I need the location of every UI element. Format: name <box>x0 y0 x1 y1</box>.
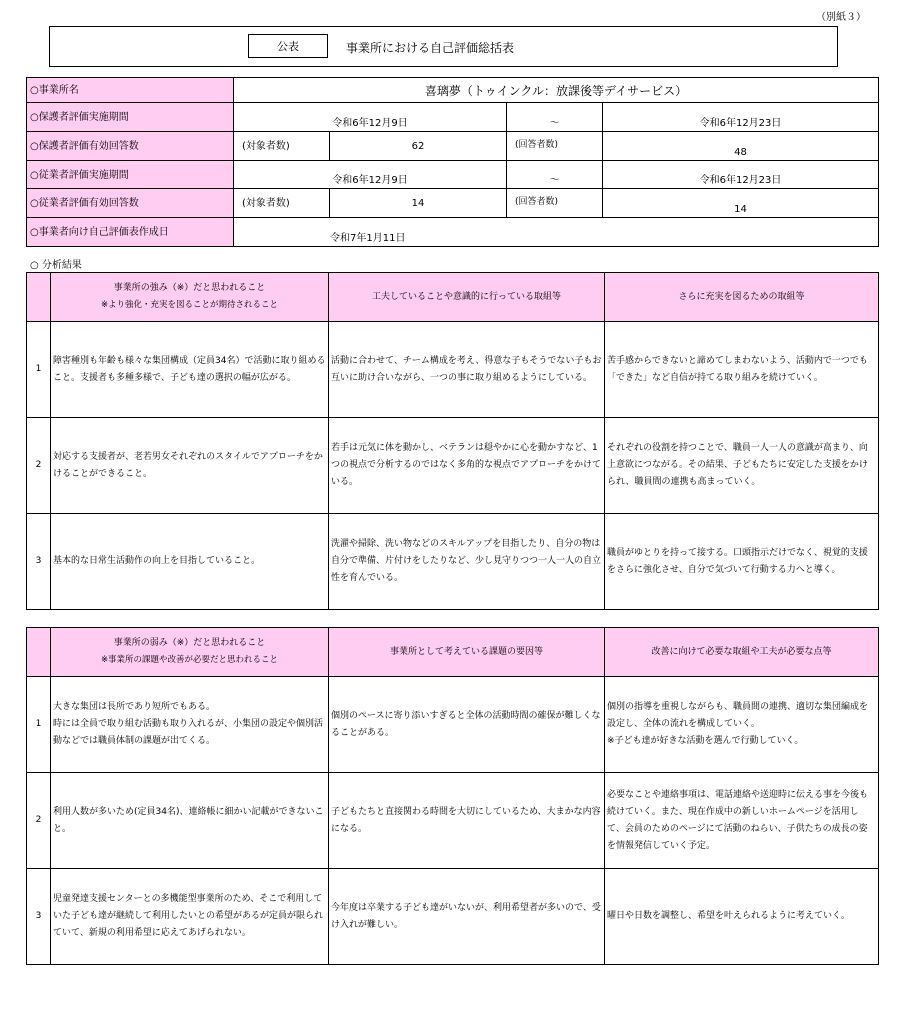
weaknesses-header-col3: 改善に向けて必要な取組や工夫が必要な点等 <box>605 628 879 677</box>
guardian-respondent-label: (回答者数) <box>507 132 603 161</box>
weakness-cell: 大きな集団は長所であり短所でもある。 時には全員で取り組む活動も取り入れるが、小集団の設定や個別活動などでは職員体制の課題が出てくる。 <box>51 677 329 773</box>
guardian-period-separator: ～ <box>507 103 603 132</box>
staff-period-label: ○従業者評価実施期間 <box>27 161 234 189</box>
strength-improvement-cell: 苦手感からできないと諦めてしまわないよう、活動内で一つでも「できた」など自信が持てる取り組みを続けていく。 <box>605 322 879 418</box>
staff-respondent-label: (回答者数) <box>507 189 603 218</box>
created-date-row <box>27 218 879 247</box>
weaknesses-header-col1 <box>51 628 329 677</box>
staff-period-separator: ～ <box>507 161 603 189</box>
strengths-header-number <box>27 273 51 322</box>
created-date-label: ○事業者向け自己評価表作成日 <box>27 218 234 247</box>
guardian-responses-label: ○保護者評価有効回答数 <box>27 132 234 161</box>
info-table <box>26 77 879 247</box>
weakness-cause-cell: 個別のペースに寄り添いすぎると全体の活動時間の確保が難しくなることがある。 <box>329 677 605 773</box>
row-number: 1 <box>27 322 51 418</box>
title-box <box>49 26 838 67</box>
strength-effort-cell: 洗濯や掃除、洗い物などのスキルアップを目指したり、自分の物は自分で準備、片付けをしたりなど、少し見守りつつ一人一人の自立性を育んでいる。 <box>329 514 605 610</box>
guardian-target-count: 62 <box>330 132 507 161</box>
strengths-row <box>27 514 879 610</box>
strength-effort-cell: 活動に合わせて、チーム構成を考え、得意な子もそうでない子もお互いに助け合いながら、一つの事に取り組めるようにしている。 <box>329 322 605 418</box>
guardian-respondent-count: 48 <box>603 132 879 161</box>
strengths-row <box>27 418 879 514</box>
row-number: 3 <box>27 869 51 965</box>
weaknesses-row <box>27 773 879 869</box>
strengths-col1-title: 事業所の強み（※）だと思われること <box>113 283 266 293</box>
weakness-improvement-cell: 必要なことや連絡事項は、電話連絡や送迎時に伝える事を今後も続けていく。また、現在作成中の新しいホームページを活用して、会員のためのページにて活動のねらい、子供たちの成長の姿を情報発信していく予定。 <box>605 773 879 869</box>
weaknesses-header-number <box>27 628 51 677</box>
staff-respondent-count: 14 <box>603 189 879 218</box>
staff-target-count: 14 <box>330 189 507 218</box>
strength-cell: 基本的な日常生活動作の向上を目指していること。 <box>51 514 329 610</box>
document-title: 事業所における自己評価総括表 <box>346 41 515 55</box>
created-date: 令和7年1月11日 <box>234 218 879 247</box>
strength-effort-cell: 若手は元気に体を動かし、ベテランは穏やかに心を動かすなど、1つの視点で分析するのではなく多角的な視点でアプローチをかけている。 <box>329 418 605 514</box>
guardian-responses-row <box>27 132 879 161</box>
weakness-improvement-cell: 個別の指導を重視しながらも、職員間の連携、適切な集団編成を設定し、全体の流れを構成していく。 ※子ども達が好きな活動を選んで行動していく。 <box>605 677 879 773</box>
weaknesses-row <box>27 869 879 965</box>
weaknesses-col1-subtitle: ※事業所の課題や改善が必要だと思われること <box>100 655 279 665</box>
weakness-improvement-cell: 曜日や日数を調整し、希望を叶えられるように考えていく。 <box>605 869 879 965</box>
guardian-target-label: (対象者数) <box>234 132 330 161</box>
row-number: 1 <box>27 677 51 773</box>
staff-period-row <box>27 161 879 189</box>
strengths-header-col2: 工夫していることや意識的に行っている取組等 <box>329 273 605 322</box>
annex-label: （別紙３） <box>816 12 866 23</box>
weaknesses-header-row <box>27 628 879 677</box>
strengths-header-row <box>27 273 879 322</box>
row-number: 3 <box>27 514 51 610</box>
facility-name-row <box>27 78 879 103</box>
weaknesses-row <box>27 677 879 773</box>
analysis-section-label: ○ 分析結果 <box>30 260 82 271</box>
row-number: 2 <box>27 773 51 869</box>
facility-name: 喜璃夢（トゥインクル：放課後等デイサービス） <box>234 78 879 103</box>
strength-improvement-cell: 職員がゆとりを持って接する。口頭指示だけでなく、視覚的支援をさらに強化させ、自分で気づいて行動する力へと導く。 <box>605 514 879 610</box>
guardian-period-start: 令和6年12月9日 <box>234 103 507 132</box>
weaknesses-col1-title: 事業所の弱み（※）だと思われること <box>113 638 266 648</box>
strength-improvement-cell: それぞれの役割を持つことで、職員一人一人の意識が高まり、向上意欲につながる。その結果、子どもたちに安定した支援をかけられ、職員間の連携も高まっていく。 <box>605 418 879 514</box>
staff-period-start: 令和6年12月9日 <box>234 161 507 189</box>
facility-name-label: ○事業所名 <box>27 78 234 103</box>
weakness-cause-cell: 子どもたちと直接関わる時間を大切にしているため、大まかな内容になる。 <box>329 773 605 869</box>
staff-responses-row <box>27 189 879 218</box>
guardian-period-label: ○保護者評価実施期間 <box>27 103 234 132</box>
strengths-header-col1 <box>51 273 329 322</box>
public-badge: 公表 <box>248 34 328 58</box>
strengths-col1-subtitle: ※より強化・充実を図ることが期待されること <box>100 300 279 310</box>
strengths-header-col3: さらに充実を図るための取組等 <box>605 273 879 322</box>
strength-cell: 対応する支援者が、老若男女それぞれのスタイルでアプローチをかけることができること。 <box>51 418 329 514</box>
strengths-row <box>27 322 879 418</box>
weakness-cause-cell: 今年度は卒業する子ども達がいないが、利用希望者が多いので、受け入れが難しい。 <box>329 869 605 965</box>
strengths-table <box>26 272 879 610</box>
staff-target-label: (対象者数) <box>234 189 330 218</box>
guardian-period-end: 令和6年12月23日 <box>603 103 879 132</box>
staff-period-end: 令和6年12月23日 <box>603 161 879 189</box>
weaknesses-header-col2: 事業所として考えている課題の要因等 <box>329 628 605 677</box>
strength-cell: 障害種別も年齢も様々な集団構成（定員34名）で活動に取り組めること。支援者も多種多様で、子ども達の選択の幅が広がる。 <box>51 322 329 418</box>
staff-responses-label: ○従業者評価有効回答数 <box>27 189 234 218</box>
weakness-cell: 児童発達支援センターとの多機能型事業所のため、そこで利用していた子ども達が継続して利用したいとの希望があるが定員が限られていて、新規の利用希望に応えてあげられない。 <box>51 869 329 965</box>
weakness-cell: 利用人数が多いため(定員34名)、連絡帳に細かい記載ができないこと。 <box>51 773 329 869</box>
weaknesses-table <box>26 627 879 965</box>
row-number: 2 <box>27 418 51 514</box>
guardian-period-row <box>27 103 879 132</box>
